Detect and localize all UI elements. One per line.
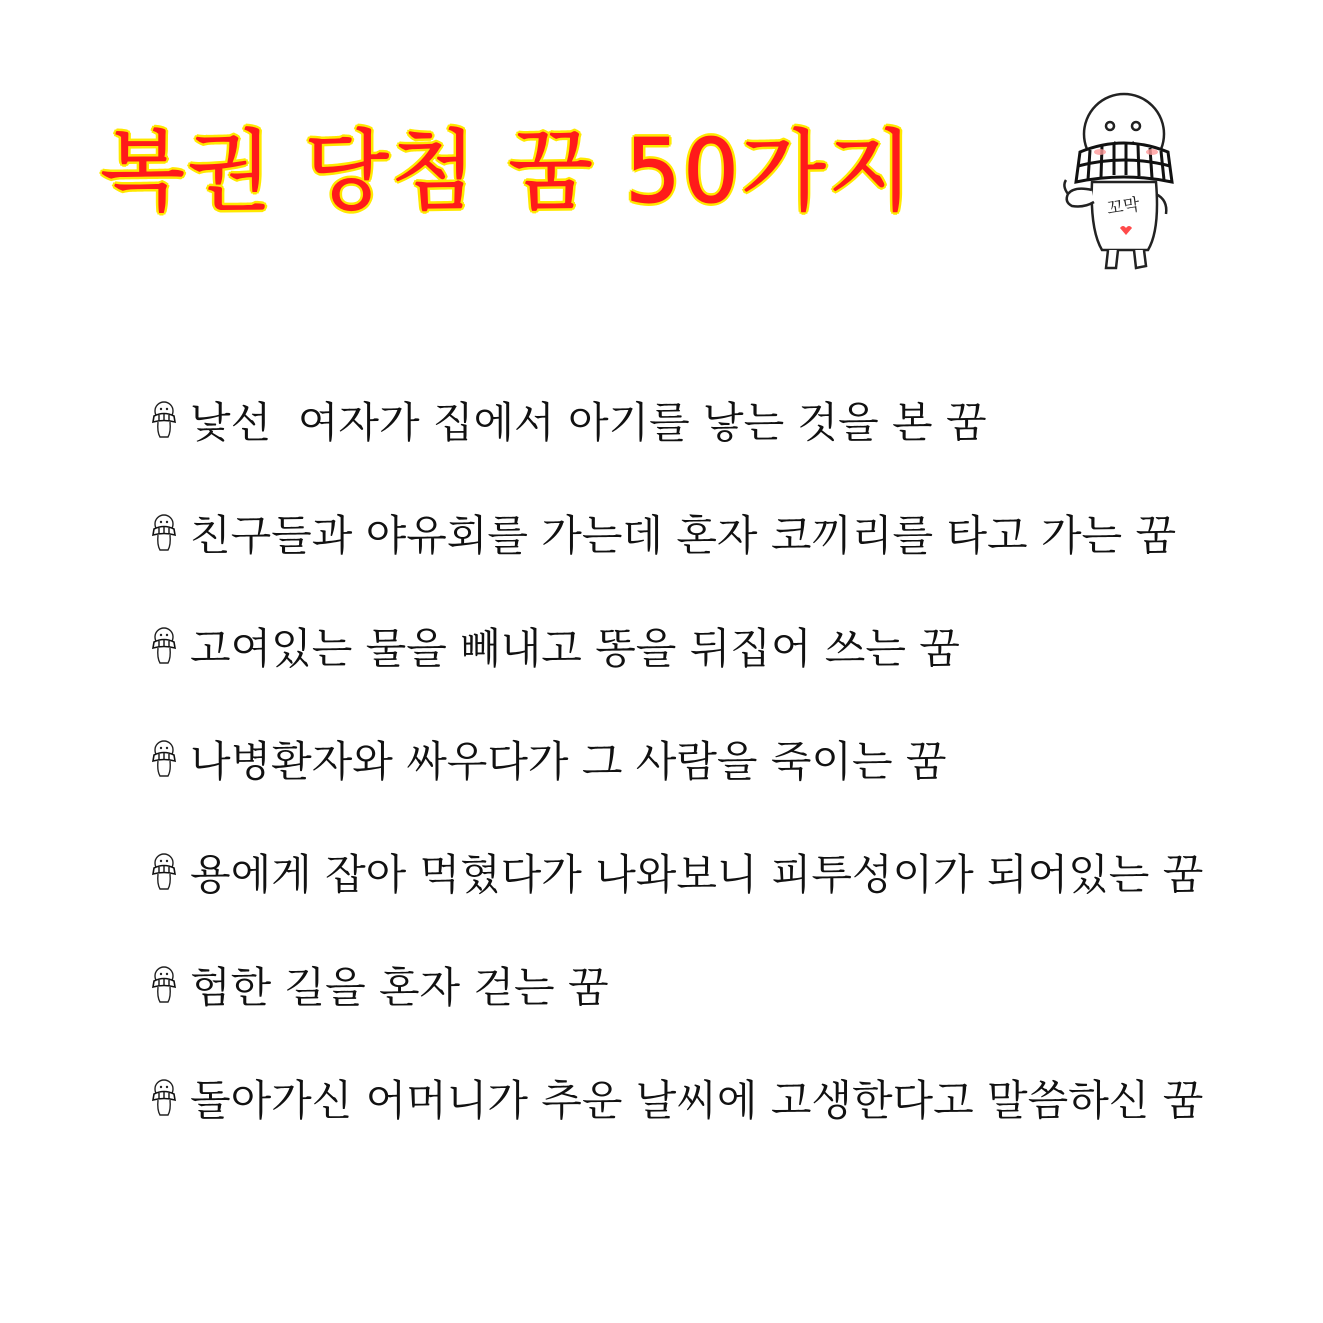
dream-text: 친구들과 야유회를 가는데 혼자 코끼리를 타고 가는 꿈: [190, 511, 1177, 560]
dream-text: 나병환자와 싸우다가 그 사람을 죽이는 꿈: [190, 737, 947, 786]
dream-text: 용에게 잡아 먹혔다가 나와보니 피투성이가 되어있는 꿈: [190, 850, 1204, 899]
dream-text: 돌아가신 어머니가 추운 날씨에 고생한다고 말씀하신 꿈: [190, 1076, 1204, 1125]
mascot-bullet-icon: [150, 513, 178, 553]
mascot-bullet-icon: [150, 965, 178, 1005]
mascot-badge-text: 꼬막: [1105, 194, 1141, 220]
mascot-bullet-icon: [150, 852, 178, 892]
dream-text: 고여있는 물을 빼내고 똥을 뒤집어 쓰는 꿈: [190, 624, 960, 673]
mascot-icon: [1056, 90, 1182, 276]
mascot-bullet-icon: [150, 626, 178, 666]
page-title: 복권 당첨 꿈 50가지: [100, 120, 915, 223]
mascot-bullet-icon: [150, 400, 178, 440]
mascot-bullet-icon: [150, 1078, 178, 1118]
dream-text: 낯선 여자가 집에서 아기를 낳는 것을 본 꿈: [190, 398, 987, 447]
dream-text: 험한 길을 혼자 걷는 꿈: [190, 963, 609, 1012]
mascot-bullet-icon: [150, 739, 178, 779]
